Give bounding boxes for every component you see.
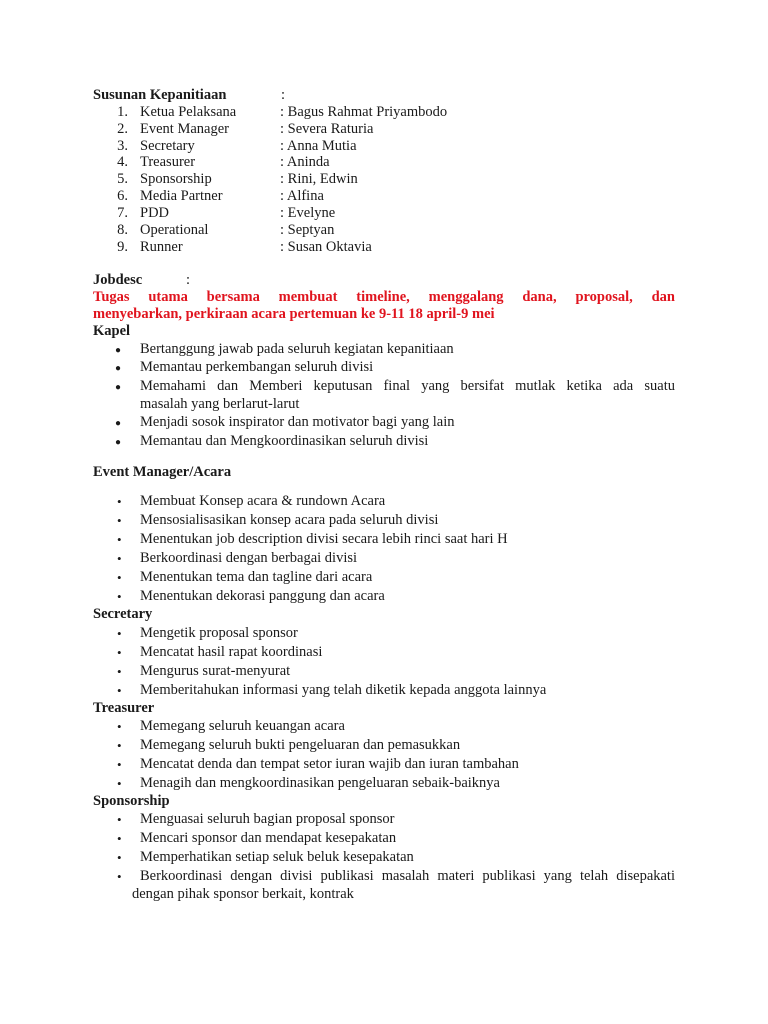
jobdesc-title: Jobdesc xyxy=(93,272,143,288)
bullet-icon: ● xyxy=(115,363,122,374)
section-title-event-manager: Event Manager/Acara xyxy=(93,464,232,480)
role-label: Sponsorship xyxy=(140,171,212,187)
list-item-text: Menentukan tema dan tagline dari acara xyxy=(140,569,373,585)
row-number: 5. xyxy=(117,171,128,187)
member-name: : Severa Raturia xyxy=(280,121,374,137)
bullet-icon: ● xyxy=(115,437,122,448)
member-name: : Evelyne xyxy=(280,205,336,221)
list-item-text: Berkoordinasi dengan berbagai divisi xyxy=(140,550,358,566)
list-item-text: Menentukan dekorasi panggung dan acara xyxy=(140,588,385,604)
bullet-icon: • xyxy=(117,719,122,734)
bullet-icon: • xyxy=(117,645,122,660)
bullet-icon: • xyxy=(117,532,122,547)
section-title-sponsorship: Sponsorship xyxy=(93,793,170,809)
row-number: 9. xyxy=(117,239,128,255)
list-item-text: Bertanggung jawab pada seluruh kegiatan kepanitiaan xyxy=(140,341,454,357)
list-item-text: masalah yang berlarut-larut xyxy=(140,396,300,412)
bullet-icon: • xyxy=(117,831,122,846)
bullet-icon: • xyxy=(117,812,122,827)
list-item-text: Mencatat denda dan tempat setor iuran wajib dan iuran tambahan xyxy=(140,756,519,772)
list-item-text: Menentukan job description divisi secara lebih rinci saat hari H xyxy=(140,531,508,547)
list-item-text: Memahami dan Memberi keputusan final yang bersifat mutlak ketika ada suatu xyxy=(140,378,675,394)
role-label: Runner xyxy=(140,239,183,255)
bullet-icon: • xyxy=(117,513,122,528)
list-item-text: Menjadi sosok inspirator dan motivator bagi yang lain xyxy=(140,414,455,430)
list-item-text: Memantau dan Mengkoordinasikan seluruh divisi xyxy=(140,433,429,449)
bullet-icon: • xyxy=(117,869,122,884)
committee-title: Susunan Kepanitiaan xyxy=(93,87,227,103)
list-item-text: Menagih dan mengkoordinasikan pengeluaran sebaik-baiknya xyxy=(140,775,500,791)
bullet-icon: • xyxy=(117,776,122,791)
bullet-icon: ● xyxy=(115,382,122,393)
role-label: Event Manager xyxy=(140,121,229,137)
list-item-text: Membuat Konsep acara & rundown Acara xyxy=(140,493,386,509)
row-number: 8. xyxy=(117,222,128,238)
row-number: 1. xyxy=(117,104,128,120)
bullet-icon: • xyxy=(117,589,122,604)
row-number: 6. xyxy=(117,188,128,204)
bullet-icon: • xyxy=(117,683,122,698)
bullet-icon: • xyxy=(117,551,122,566)
role-label: Media Partner xyxy=(140,188,223,204)
section-title-kapel: Kapel xyxy=(93,323,131,339)
list-item-text: Memantau perkembangan seluruh divisi xyxy=(140,359,374,375)
role-label: Secretary xyxy=(140,138,195,154)
row-number: 3. xyxy=(117,138,128,154)
member-name: : Alfina xyxy=(280,188,324,204)
list-item-text: Memegang seluruh bukti pengeluaran dan pemasukkan xyxy=(140,737,461,753)
list-item-text: Memberitahukan informasi yang telah diketik kepada anggota lainnya xyxy=(140,682,547,698)
list-item-text: Menguasai seluruh bagian proposal sponsor xyxy=(140,811,395,827)
row-number: 4. xyxy=(117,154,128,170)
bullet-icon: • xyxy=(117,850,122,865)
row-number: 2. xyxy=(117,121,128,137)
bullet-icon: • xyxy=(117,570,122,585)
member-name: : Rini, Edwin xyxy=(280,171,358,187)
bullet-icon: • xyxy=(117,757,122,772)
role-label: Operational xyxy=(140,222,209,238)
list-item-text: dengan pihak sponsor berkait, kontrak xyxy=(132,886,354,902)
member-name: : Anna Mutia xyxy=(280,138,357,154)
row-number: 7. xyxy=(117,205,128,221)
bullet-icon: • xyxy=(117,494,122,509)
member-name: : Septyan xyxy=(280,222,335,238)
list-item-text: Mengetik proposal sponsor xyxy=(140,625,298,641)
bullet-icon: ● xyxy=(115,418,122,429)
member-name: : Bagus Rahmat Priyambodo xyxy=(280,104,448,120)
main-task-line-1: Tugas utama bersama membuat timeline, menggalang dana, proposal, dan xyxy=(93,289,675,305)
bullet-icon: • xyxy=(117,738,122,753)
section-title-secretary: Secretary xyxy=(93,606,153,622)
list-item-text: Memperhatikan setiap seluk beluk kesepakatan xyxy=(140,849,414,865)
member-name: : Susan Oktavia xyxy=(280,239,372,255)
member-name: : Aninda xyxy=(280,154,330,170)
list-item-text: Memegang seluruh keuangan acara xyxy=(140,718,345,734)
bullet-icon: • xyxy=(117,664,122,679)
list-item-text: Mencari sponsor dan mendapat kesepakatan xyxy=(140,830,397,846)
bullet-icon: ● xyxy=(115,345,122,356)
role-label: Treasurer xyxy=(140,154,196,170)
list-item-text: Berkoordinasi dengan divisi publikasi masalah materi publikasi yang telah disepakati xyxy=(140,868,675,884)
committee-title-colon: : xyxy=(281,87,286,103)
list-item-text: Mencatat hasil rapat koordinasi xyxy=(140,644,323,660)
role-label: Ketua Pelaksana xyxy=(140,104,237,120)
role-label: PDD xyxy=(140,205,170,221)
section-title-treasurer: Treasurer xyxy=(93,700,155,716)
list-item-text: Mengurus surat-menyurat xyxy=(140,663,291,679)
bullet-icon: • xyxy=(117,626,122,641)
jobdesc-title-colon: : xyxy=(186,272,191,288)
list-item-text: Mensosialisasikan konsep acara pada seluruh divisi xyxy=(140,512,439,528)
main-task-line-2: menyebarkan, perkiraan acara pertemuan ke 9-11 18 april-9 mei xyxy=(93,306,495,322)
